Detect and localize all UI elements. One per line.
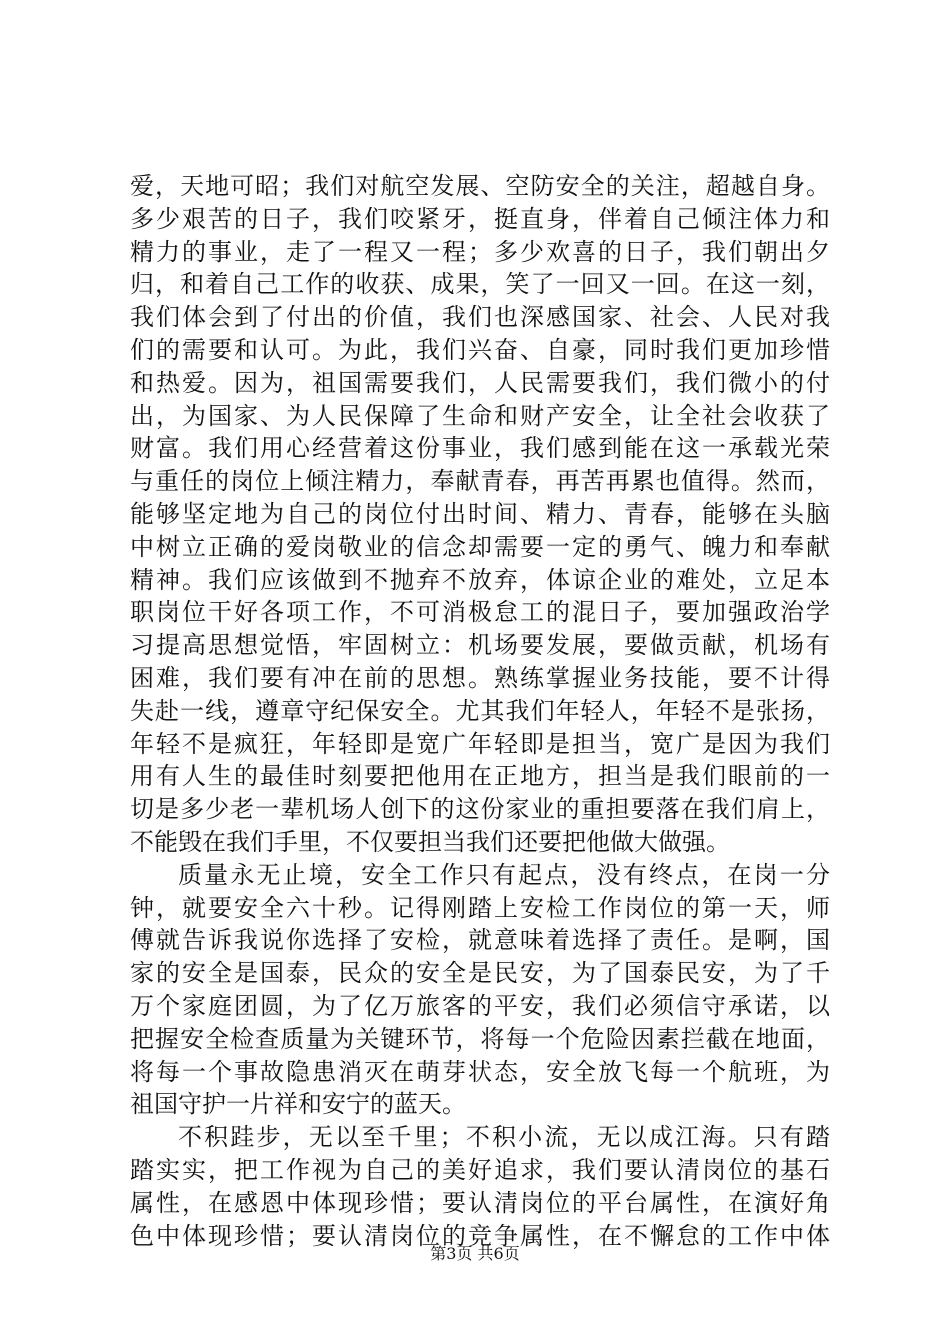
text-line: 傅就告诉我说你选择了安检，就意味着选择了责任。是啊，国 <box>130 926 830 955</box>
paragraph-3 <box>130 1121 830 1252</box>
text-line: 祖国守护一片祥和安宁的蓝天。 <box>130 1090 466 1119</box>
text-line: 万个家庭团圆，为了亿万旅客的平安，我们必须信守承诺，以 <box>130 991 830 1020</box>
text-line: 失赴一线，遵章守纪保安全。尤其我们年轻人，年轻不是张扬， <box>130 696 830 725</box>
paragraph-1 <box>130 170 830 859</box>
text-line: 年轻不是疯狂，年轻即是宽广年轻即是担当，宽广是因为我们 <box>130 729 830 758</box>
text-line: 出，为国家、为人民保障了生命和财产安全，让全社会收获了 <box>130 401 830 430</box>
text-line: 能够坚定地为自己的岗位付出时间、精力、青春，能够在头脑 <box>130 499 830 528</box>
text-line: 不能毁在我们手里，不仅要担当我们还要把他做大做强。 <box>130 827 730 856</box>
text-line: 属性，在感恩中体现珍惜；要认清岗位的平台属性，在演好角 <box>130 1188 830 1217</box>
text-line: 钟，就要安全六十秒。记得刚踏上安检工作岗位的第一天，师 <box>130 893 830 922</box>
page-number: 第3页 共6页 <box>430 1244 520 1263</box>
text-line: 色中体现珍惜；要认清岗位的竞争属性，在不懈怠的工作中体 <box>130 1221 830 1250</box>
text-line: 们的需要和认可。为此，我们兴奋、自豪，同时我们更加珍惜 <box>130 335 830 364</box>
text-line: 习提高思想觉悟，牢固树立：机场要发展，要做贡献，机场有 <box>130 631 830 660</box>
text-line: 爱，天地可昭；我们对航空发展、空防安全的关注，超越自身。 <box>130 172 830 200</box>
text-line: 困难，我们要有冲在前的思想。熟练掌握业务技能，要不计得 <box>130 663 830 692</box>
body-text <box>130 170 830 1252</box>
text-line: 家的安全是国泰，民众的安全是民安，为了国泰民安，为了千 <box>130 959 830 988</box>
text-line: 归，和着自己工作的收获、成果，笑了一回又一回。在这一刻， <box>130 270 830 299</box>
text-line: 和热爱。因为，祖国需要我们，人民需要我们，我们微小的付 <box>130 368 830 397</box>
text-line: 职岗位干好各项工作，不可消极怠工的混日子，要加强政治学 <box>130 598 830 627</box>
text-line: 踏实实，把工作视为自己的美好追求，我们要认清岗位的基石 <box>130 1155 830 1184</box>
text-line: 我们体会到了付出的价值，我们也深感国家、社会、人民对我 <box>130 303 830 332</box>
text-line: 精神。我们应该做到不抛弃不放弃，体谅企业的难处，立足本 <box>130 565 830 594</box>
text-line: 不积跬步，无以至千里；不积小流，无以成江海。只有踏 <box>178 1123 830 1152</box>
text-line: 精力的事业，走了一程又一程；多少欢喜的日子，我们朝出夕 <box>130 237 830 266</box>
text-line: 切是多少老一辈机场人创下的这份家业的重担要落在我们肩上， <box>130 795 830 824</box>
text-line: 中树立正确的爱岗敬业的信念却需要一定的勇气、魄力和奉献 <box>130 532 830 561</box>
text-line: 将每一个事故隐患消灭在萌芽状态，安全放飞每一个航班，为 <box>130 1057 830 1086</box>
text-line: 用有人生的最佳时刻要把他用在正地方，担当是我们眼前的一 <box>130 762 830 791</box>
page-footer <box>0 1244 950 1264</box>
paragraph-2 <box>130 859 830 1121</box>
text-line: 财富。我们用心经营着这份事业，我们感到能在这一承载光荣 <box>130 434 830 463</box>
text-line: 多少艰苦的日子，我们咬紧牙，挺直身，伴着自己倾注体力和 <box>130 204 830 233</box>
text-line: 把握安全检查质量为关键环节，将每一个危险因素拦截在地面， <box>130 1024 830 1053</box>
text-line: 质量永无止境，安全工作只有起点，没有终点，在岗一分 <box>178 860 830 889</box>
text-line: 与重任的岗位上倾注精力，奉献青春，再苦再累也值得。然而， <box>130 467 830 496</box>
